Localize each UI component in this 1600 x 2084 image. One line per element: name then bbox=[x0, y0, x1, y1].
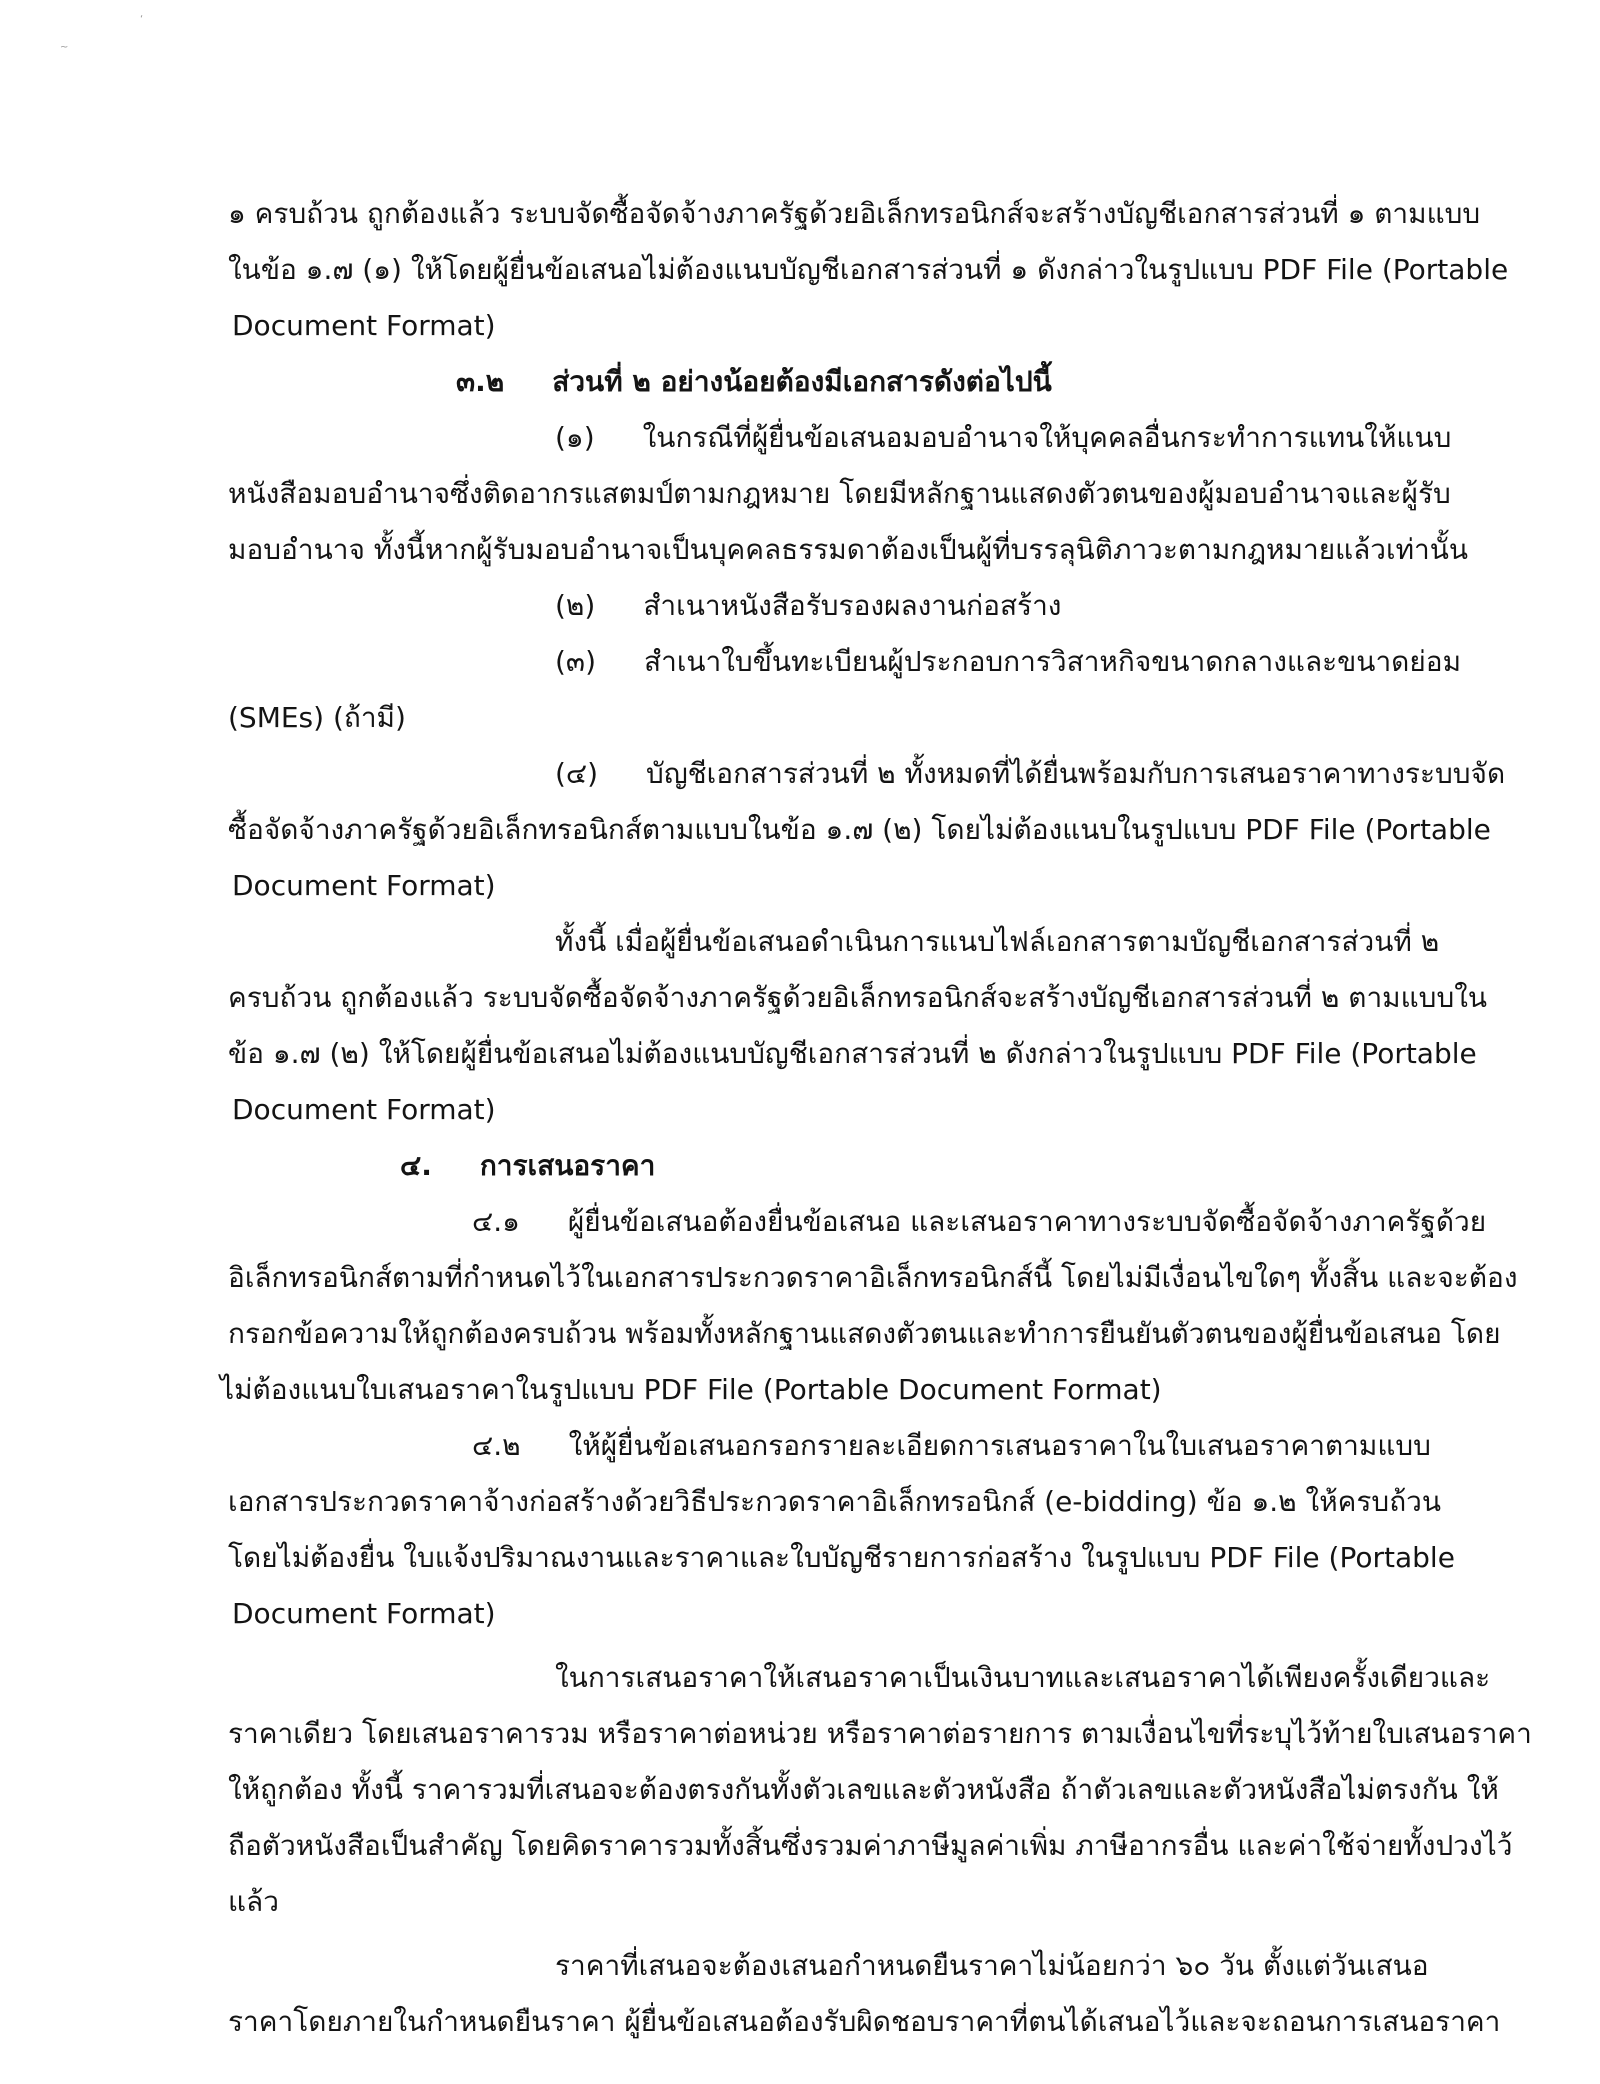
item-text: บัญชีเอกสารส่วนที่ ๒ ทั้งหมดที่ได้ยื่นพร้อมกับการเสนอราคาทางระบบจัด bbox=[646, 757, 1506, 790]
item-marker: (๒) bbox=[555, 589, 596, 622]
text-line: ให้ถูกต้อง ทั้งนี้ ราคารวมที่เสนอจะต้องตรงกันทั้งตัวเลขและตัวหนังสือ ถ้าตัวเลขและตัวหนังสือไม่ตรงกัน ให้ bbox=[228, 1773, 1499, 1806]
text-line: ราคาโดยภายในกำหนดยืนราคา ผู้ยื่นข้อเสนอต้องรับผิดชอบราคาที่ตนได้เสนอไว้และจะถอนการเสนอราคา bbox=[228, 2005, 1501, 2038]
text-line: ในการเสนอราคาให้เสนอราคาเป็นเงินบาทและเสนอราคาได้เพียงครั้งเดียวและ bbox=[555, 1661, 1491, 1694]
text-line: โดยไม่ต้องยื่น ใบแจ้งปริมาณงานและราคาและใบบัญชีรายการก่อสร้าง ในรูปแบบ PDF File (Portable bbox=[228, 1541, 1455, 1574]
text-line: ซื้อจัดจ้างภาครัฐด้วยอิเล็กทรอนิกส์ตามแบบในข้อ ๑.๗ (๒) โดยไม่ต้องแนบในรูปแบบ PDF File (Portable bbox=[228, 813, 1491, 846]
list-item bbox=[555, 588, 1061, 624]
list-item bbox=[555, 756, 1505, 792]
text-line: ทั้งนี้ เมื่อผู้ยื่นข้อเสนอดำเนินการแนบไฟล์เอกสารตามบัญชีเอกสารส่วนที่ ๒ bbox=[555, 925, 1440, 958]
item-marker: (๑) bbox=[555, 421, 595, 454]
text-line: กรอกข้อความให้ถูกต้องครบถ้วน พร้อมทั้งหลักฐานแสดงตัวตนและทำการยืนยันตัวตนของผู้ยื่นข้อเสนอ โดย bbox=[228, 1317, 1501, 1350]
text-line: ในข้อ ๑.๗ (๑) ให้โดยผู้ยื่นข้อเสนอไม่ต้องแนบบัญชีเอกสารส่วนที่ ๑ ดังกล่าวในรูปแบบ PDF File (Portable bbox=[228, 253, 1509, 286]
item-text: สำเนาหนังสือรับรองผลงานก่อสร้าง bbox=[643, 589, 1062, 622]
scan-mark: ~ bbox=[60, 42, 69, 53]
section-number: ๔. bbox=[400, 1149, 432, 1182]
text-line: ราคาที่เสนอจะต้องเสนอกำหนดยืนราคาไม่น้อยกว่า ๖๐ วัน ตั้งแต่วันเสนอ bbox=[555, 1949, 1429, 1982]
text-line: ข้อ ๑.๗ (๒) ให้โดยผู้ยื่นข้อเสนอไม่ต้องแนบบัญชีเอกสารส่วนที่ ๒ ดังกล่าวในรูปแบบ PDF File (Portable bbox=[228, 1037, 1477, 1070]
text-line: มอบอำนาจ ทั้งนี้หากผู้รับมอบอำนาจเป็นบุคคลธรรมดาต้องเป็นผู้ที่บรรลุนิติภาวะตามกฎหมายแล้วเท่านั้น bbox=[228, 533, 1469, 566]
text-line: ครบถ้วน ถูกต้องแล้ว ระบบจัดซื้อจัดจ้างภาครัฐด้วยอิเล็กทรอนิกส์จะสร้างบัญชีเอกสารส่วนที่ ๒ ตามแบบใน bbox=[228, 981, 1488, 1014]
section-number: ๓.๒ bbox=[456, 365, 505, 398]
subsection-number: ๔.๒ bbox=[472, 1429, 521, 1462]
section-heading-4 bbox=[400, 1148, 655, 1184]
subsection-text: ให้ผู้ยื่นข้อเสนอกรอกรายละเอียดการเสนอราคาในใบเสนอราคาตามแบบ bbox=[568, 1429, 1431, 1462]
text-line: ถือตัวหนังสือเป็นสำคัญ โดยคิดราคารวมทั้งสิ้นซึ่งรวมค่าภาษีมูลค่าเพิ่ม ภาษีอากรอื่น และค่าใช้จ่ายทั้งปวงไว้ bbox=[228, 1829, 1513, 1862]
section-title: การเสนอราคา bbox=[479, 1149, 656, 1182]
text-line: ๑ ครบถ้วน ถูกต้องแล้ว ระบบจัดซื้อจัดจ้างภาครัฐด้วยอิเล็กทรอนิกส์จะสร้างบัญชีเอกสารส่วนที่ ๑ ตามแบบ bbox=[228, 197, 1481, 230]
section-title: ส่วนที่ ๒ อย่างน้อยต้องมีเอกสารดังต่อไปนี้ bbox=[552, 365, 1052, 398]
item-text: สำเนาใบขึ้นทะเบียนผู้ประกอบการวิสาหกิจขนาดกลางและขนาดย่อม bbox=[644, 645, 1462, 678]
text-line: แล้ว bbox=[228, 1885, 279, 1918]
subsection-4-2 bbox=[472, 1428, 1431, 1464]
text-line: Document Format) bbox=[232, 1597, 496, 1630]
text-line: ไม่ต้องแนบใบเสนอราคาในรูปแบบ PDF File (Portable Document Format) bbox=[220, 1373, 1162, 1406]
text-line: Document Format) bbox=[232, 309, 496, 342]
text-line: Document Format) bbox=[232, 869, 496, 902]
text-line: อิเล็กทรอนิกส์ตามที่กำหนดไว้ในเอกสารประกวดราคาอิเล็กทรอนิกส์นี้ โดยไม่มีเงื่อนไขใดๆ ทั้งสิ้น และจะต้อง bbox=[228, 1261, 1518, 1294]
item-marker: (๓) bbox=[555, 645, 596, 678]
item-text: ในกรณีที่ผู้ยื่นข้อเสนอมอบอำนาจให้บุคคลอื่นกระทำการแทนให้แนบ bbox=[642, 421, 1452, 454]
list-item bbox=[555, 644, 1461, 680]
text-line: Document Format) bbox=[232, 1093, 496, 1126]
text-line: เอกสารประกวดราคาจ้างก่อสร้างด้วยวิธีประกวดราคาอิเล็กทรอนิกส์ (e-bidding) ข้อ ๑.๒ ให้ครบถ้วน bbox=[228, 1485, 1442, 1518]
subsection-text: ผู้ยื่นข้อเสนอต้องยื่นข้อเสนอ และเสนอราคาทางระบบจัดซื้อจัดจ้างภาครัฐด้วย bbox=[567, 1205, 1487, 1238]
section-heading-3-2 bbox=[456, 364, 1052, 400]
text-line: ราคาเดียว โดยเสนอราคารวม หรือราคาต่อหน่วย หรือราคาต่อรายการ ตามเงื่อนไขที่ระบุไว้ท้ายใบเสนอราคา bbox=[228, 1717, 1532, 1750]
subsection-4-1 bbox=[472, 1204, 1486, 1240]
subsection-number: ๔.๑ bbox=[472, 1205, 520, 1238]
item-marker: (๔) bbox=[555, 757, 599, 790]
list-item bbox=[555, 420, 1451, 456]
text-line: (SMEs) (ถ้ามี) bbox=[228, 701, 406, 734]
text-line: หนังสือมอบอำนาจซึ่งติดอากรแสตมป์ตามกฎหมาย โดยมีหลักฐานแสดงตัวตนของผู้มอบอำนาจและผู้รับ bbox=[228, 477, 1451, 510]
scan-mark: ‘ bbox=[140, 14, 144, 25]
